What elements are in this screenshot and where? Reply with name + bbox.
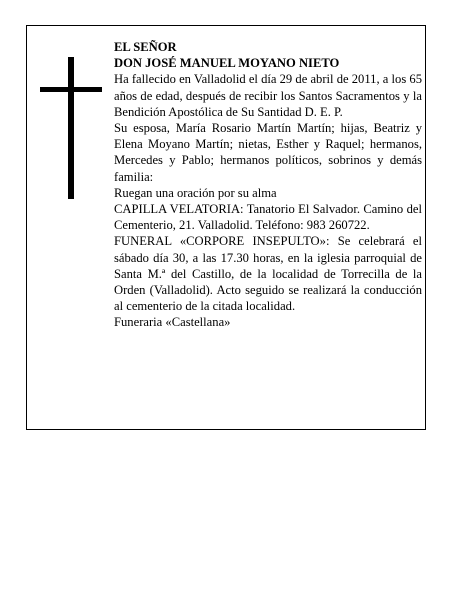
cross-icon [68,57,74,199]
death-announcement: Ha fallecido en Valladolid el día 29 de abril de 2011, a los 65 años de edad, después de recibir los Santos Sacramentos y la Bendición Apostólica de Su Santidad D. E. P. [114,72,422,119]
wake-chapel-info: CAPILLA VELATORIA: Tanatorio El Salvador. Camino del Cementerio, 21. Valladolid. Teléfono: 983 260722. [114,202,422,233]
funeral-home: Funeraria «Castellana» [114,315,231,330]
prayer-request: Ruegan una oración por su alma [114,185,277,200]
obituary-text [114,39,422,331]
obituary-frame [26,25,426,430]
family-list: Su esposa, María Rosario Martín Martín; hijas, Beatriz y Elena Moyano Martín; nietas, Esther y Raquel; hermanos, Mercedes y Pablo; hermanos políticos, sobrinos y demás familia: [114,121,422,184]
cross-icon-bar [40,87,102,92]
deceased-name: DON JOSÉ MANUEL MOYANO NIETO [114,56,340,71]
funeral-info: FUNERAL «CORPORE INSEPULTO»: Se celebrará el sábado día 30, a las 17.30 horas, en la iglesia parroquial de Santa M.ª del Castillo, de la localidad de Torrecilla de la Orden (Valladolid). Acto seguido se realizará la conducción al cementerio de la citada localidad. [114,234,422,314]
title-line-1: EL SEÑOR [114,40,177,54]
